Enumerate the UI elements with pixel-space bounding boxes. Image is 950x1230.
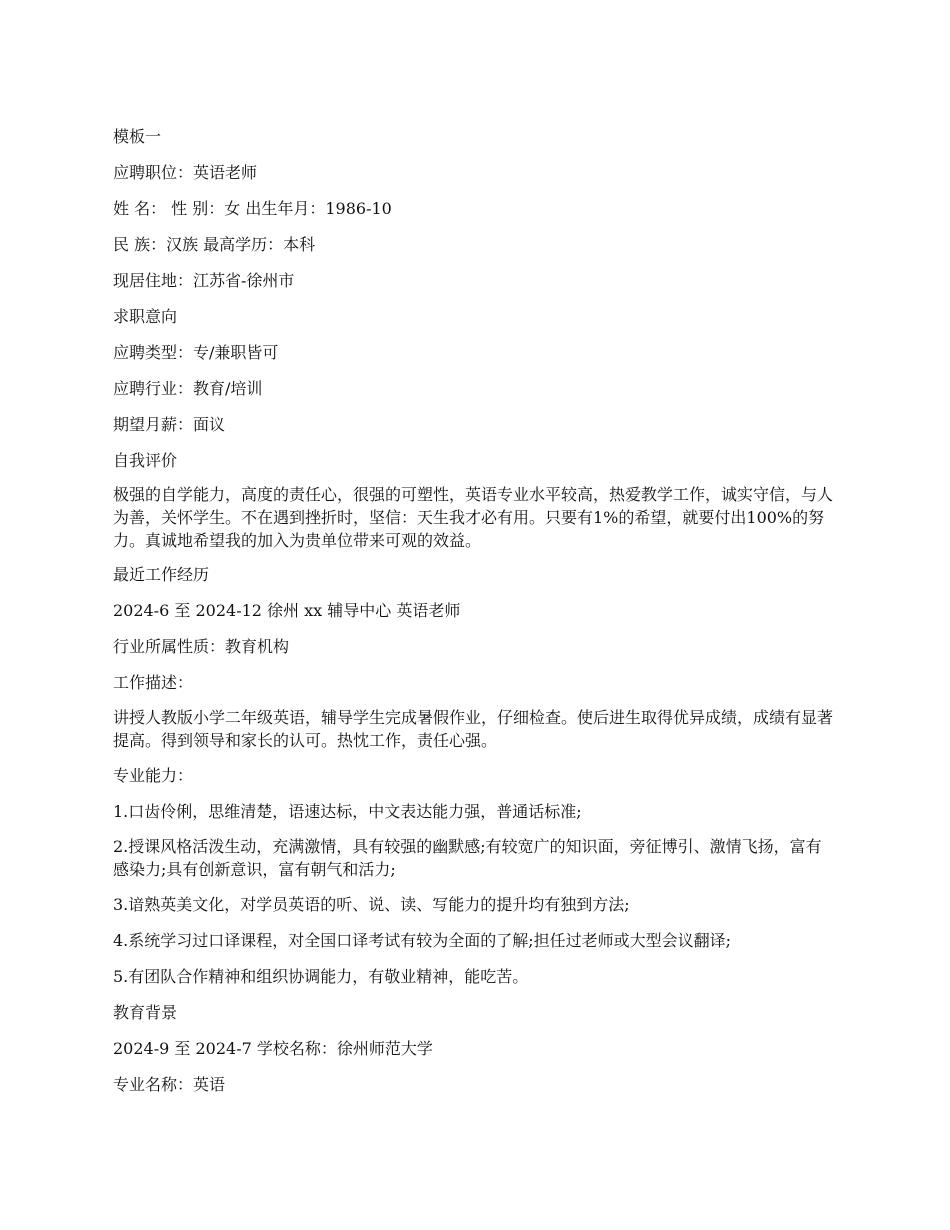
section-heading-self-evaluation: 自我评价: [113, 451, 178, 470]
major-name: 专业名称：英语: [113, 1075, 226, 1094]
skill-item-5: 5.有团队合作精神和组织协调能力，有敬业精神，能吃苦。: [113, 967, 529, 986]
skill-item-3: 3.谙熟英美文化，对学员英语的听、说、读、写能力的提升均有独到方法;: [113, 895, 630, 914]
section-heading-job-intention: 求职意向: [113, 307, 178, 326]
work-description-label: 工作描述：: [113, 673, 194, 692]
work-experience-entry: 2024-6 至 2024-12 徐州 xx 辅导中心 英语老师: [113, 601, 461, 620]
education-entry: 2024-9 至 2024-7 学校名称：徐州师范大学: [113, 1039, 433, 1058]
work-description-paragraph: 讲授人教版小学二年级英语，辅导学生完成暑假作业，仔细检查。使后进生取得优异成绩，成绩有显著提高。得到领导和家长的认可。热忱工作，责任心强。: [113, 708, 834, 750]
industry-nature: 行业所属性质：教育机构: [113, 637, 290, 656]
job-industry: 应聘行业：教育/培训: [113, 379, 263, 398]
resume-document: [113, 124, 835, 1097]
section-heading-education: 教育背景: [113, 1003, 178, 1022]
skill-item-4: 4.系统学习过口译课程，对全国口译考试有较为全面的了解;担任过老师或大型会议翻译;: [113, 931, 732, 950]
ethnicity-education: 民 族：汉族 最高学历：本科: [113, 235, 316, 254]
applied-position: 应聘职位：英语老师: [113, 163, 258, 182]
current-residence: 现居住地：江苏省-徐州市: [113, 271, 295, 290]
section-heading-work-experience: 最近工作经历: [113, 565, 210, 584]
skill-item-1: 1.口齿伶俐，思维清楚，语速达标，中文表达能力强，普通话标准;: [113, 802, 582, 821]
professional-skills-label: 专业能力：: [113, 766, 194, 785]
job-type: 应聘类型：专/兼职皆可: [113, 343, 279, 362]
expected-salary: 期望月薪：面议: [113, 415, 226, 434]
name-gender-birth: 姓 名： 性 别：女 出生年月：1986-10: [113, 199, 392, 218]
self-evaluation-paragraph: 极强的自学能力，高度的责任心，很强的可塑性，英语专业水平较高，热爱教学工作，诚实守信，与人为善，关怀学生。不在遇到挫折时，坚信：天生我才必有用。只要有1%的希望，就要付出100%的努力。真诚地希望我的加入为贵单位带来可观的效益。: [113, 485, 834, 550]
skill-item-2: 2.授课风格活泼生动，充满激情，具有较强的幽默感;有较宽广的知识面，旁征博引、激情飞扬，富有感染力;具有创新意识，富有朝气和活力;: [113, 837, 822, 879]
template-title: 模板一: [113, 127, 162, 146]
